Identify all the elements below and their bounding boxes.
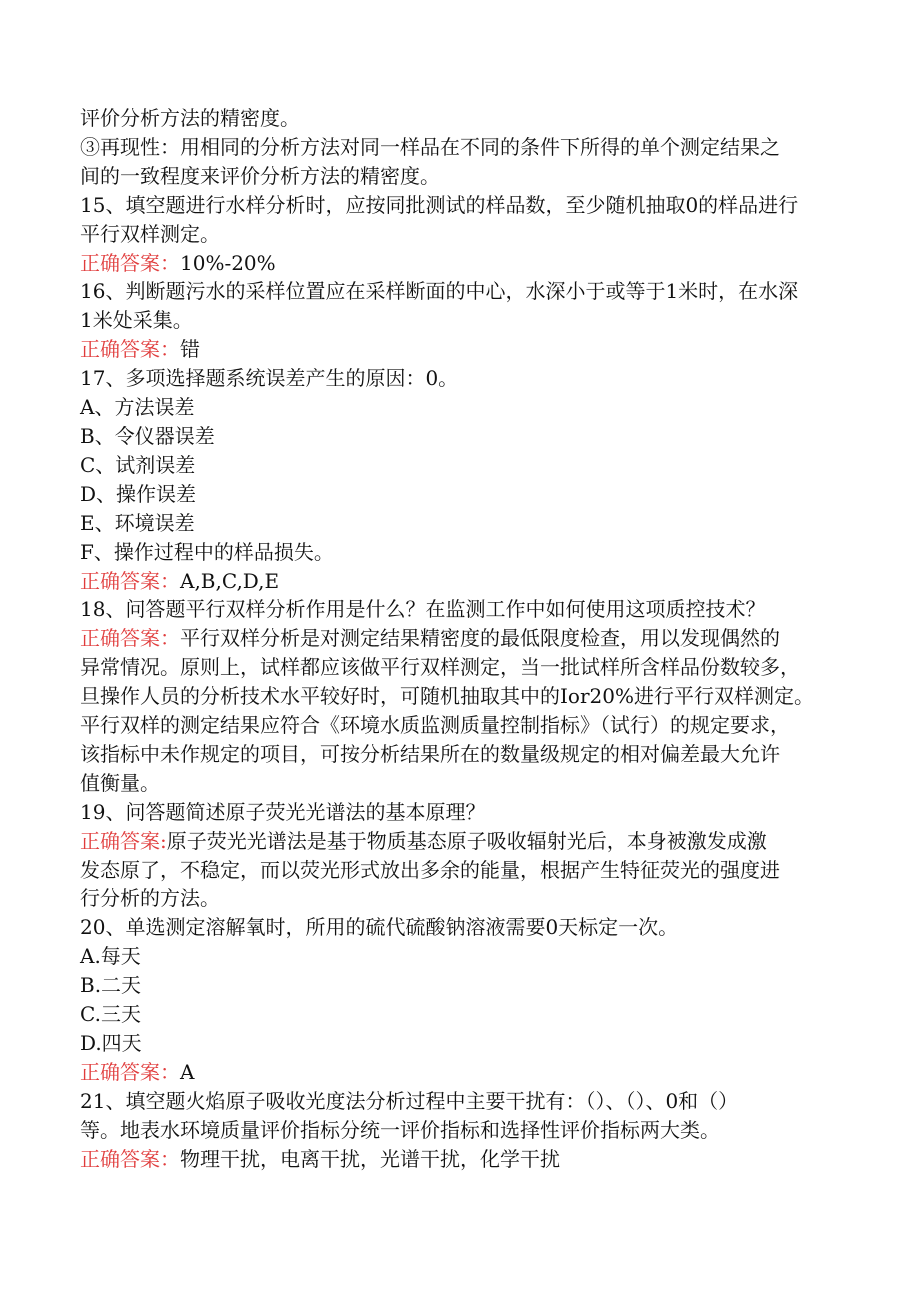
text-line [80,162,850,191]
answer-text: 物理干扰，电离干扰，光谱干扰，化学干扰 [180,1146,560,1171]
text-line [80,1087,850,1116]
line-text: 20、单选测定溶解氧时，所用的硫代硫酸钠溶液需要0天标定一次。 [80,915,679,940]
text-line [80,595,850,624]
line-text: 平行双样的测定结果应符合《环境水质监测质量控制指标》（试行）的规定要求， [80,713,790,738]
text-line [80,856,850,885]
line-text: 发态原了，不稳定，而以荧光形式放出多余的能量，根据产生特征荧光的强度进 [80,857,780,882]
line-text: 等。地表水环境质量评价指标分统一评价指标和选择性评价指标两大类。 [80,1117,720,1142]
text-line [80,364,850,393]
answer-text: A [180,1059,195,1084]
answer-line [80,1058,850,1087]
line-text: 1米处采集。 [80,308,193,333]
text-line [80,884,850,913]
line-text: 间的一致程度来评价分析方法的精密度。 [80,163,440,188]
answer-line [80,827,850,856]
line-text: F、操作过程中的样品损失。 [80,539,334,564]
line-text: 值衡量。 [80,770,160,795]
answer-label: 正确答案: [80,828,167,853]
text-line [80,769,850,798]
answer-label: 正确答案： [80,1146,180,1171]
text-line [80,942,850,971]
text-line [80,1029,850,1058]
line-text: 平行双样测定。 [80,221,220,246]
answer-text: 原子荧光光谱法是基于物质基态原子吸收辐射光后，本身被激发成激 [166,828,767,853]
line-text: C、试剂误差 [80,452,196,477]
line-text: E、环境误差 [80,510,195,535]
text-line [80,913,850,942]
answer-line [80,624,850,653]
text-line [80,971,850,1000]
text-line [80,422,850,451]
answer-text: A,B,C,D,E [180,568,280,593]
line-text: 异常情况。原则上，试样都应该做平行双样测定，当一批试样所含样品份数较多， [80,655,800,680]
answer-label: 正确答案： [80,626,180,651]
answer-label: 正确答案： [80,337,180,362]
answer-label: 正确答案： [80,568,180,593]
line-text: A、方法误差 [80,395,195,420]
line-text: 16、判断题污水的采样位置应在采样断面的中心，水深小于或等于1米时，在水深 [80,279,799,304]
text-line [80,191,850,220]
text-line [80,798,850,827]
line-text: 21、填空题火焰原子吸收光度法分析过程中主要干扰有：（）、（）、0和（） [80,1088,739,1113]
document-page [80,104,850,1174]
line-text: 18、问答题平行双样分析作用是什么？在监测工作中如何使用这项质控技术？ [80,597,766,622]
answer-label: 正确答案： [80,1059,180,1084]
line-text: 旦操作人员的分析技术水平较好时，可随机抽取其中的Ior20%进行平行双样测定。 [80,684,814,709]
line-text: ③再现性：用相同的分析方法对同一样品在不同的条件下所得的单个测定结果之 [80,134,780,159]
text-line [80,1000,850,1029]
text-line [80,393,850,422]
line-text: 19、问答题简述原子荧光光谱法的基本原理？ [80,799,486,824]
answer-line [80,249,850,278]
text-line [80,104,850,133]
line-text: 行分析的方法。 [80,886,220,911]
line-text: 15、填空题进行水样分析时，应按同批测试的样品数，至少随机抽取0的样品进行 [80,192,799,217]
text-line [80,133,850,162]
answer-label: 正确答案： [80,250,180,275]
line-text: 评价分析方法的精密度。 [80,106,300,130]
line-text: B.二天 [80,973,142,998]
line-text: D.四天 [80,1031,142,1055]
answer-line [80,1145,850,1174]
answer-text: 10%-20% [180,250,276,275]
text-line [80,451,850,480]
text-line [80,682,850,711]
answer-line [80,335,850,364]
text-line [80,306,850,335]
line-text: B、令仪器误差 [80,423,215,448]
text-line [80,1116,850,1145]
text-line [80,740,850,769]
text-line [80,711,850,740]
line-text: 该指标中未作规定的项目，可按分析结果所在的数量级规定的相对偏差最大允许 [80,741,780,766]
line-text: D、操作误差 [80,481,197,506]
text-line [80,277,850,306]
line-text: 17、多项选择题系统误差产生的原因：0。 [80,366,459,391]
text-line [80,653,850,682]
text-line [80,480,850,509]
answer-text: 平行双样分析是对测定结果精密度的最低限度检查，用以发现偶然的 [180,626,780,651]
text-line [80,538,850,567]
line-text: C.三天 [80,1002,141,1027]
answer-text: 错 [180,337,200,362]
line-text: A.每天 [80,944,141,969]
text-line [80,509,850,538]
text-line [80,220,850,249]
answer-line [80,567,850,596]
